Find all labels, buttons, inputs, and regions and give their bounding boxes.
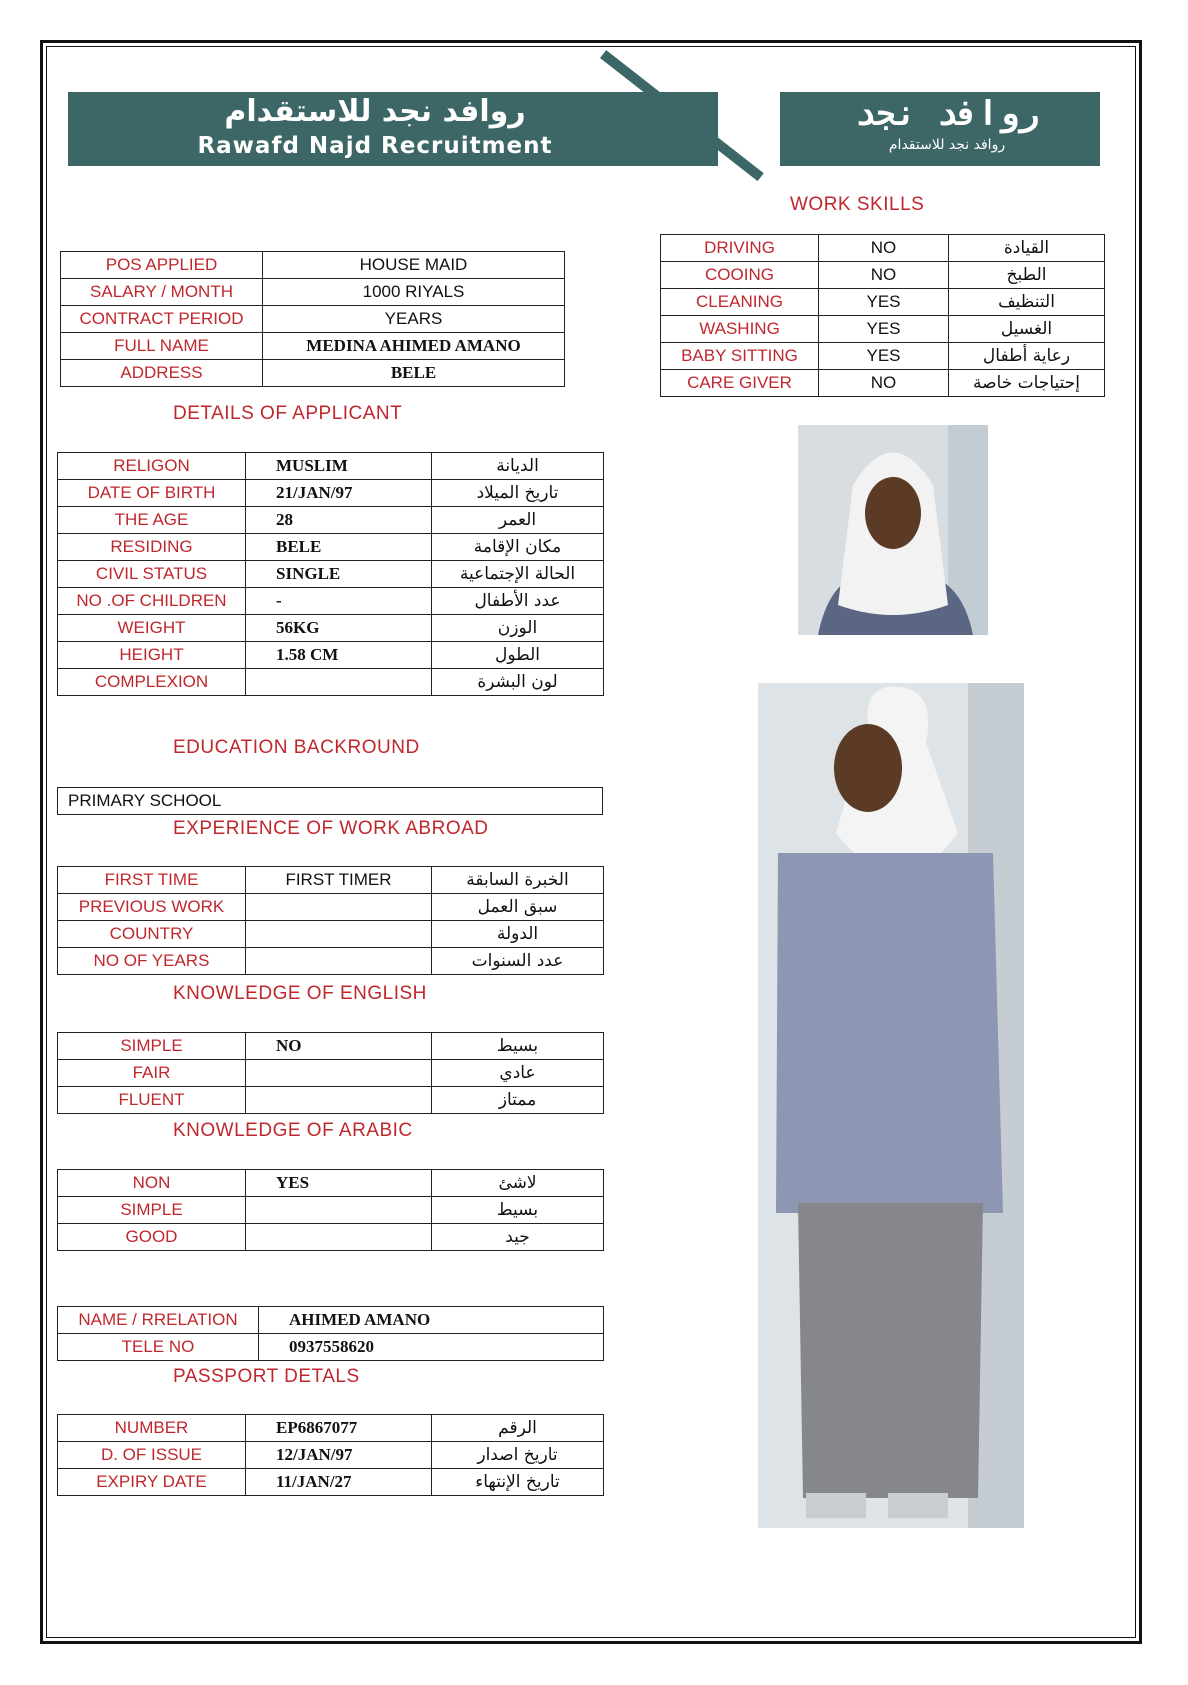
work_skills-row <box>661 343 1105 370</box>
english-label: FAIR <box>58 1060 246 1087</box>
arabic-label: SIMPLE <box>58 1197 246 1224</box>
experience-label: FIRST TIME <box>58 867 246 894</box>
applicant-label: DATE OF BIRTH <box>58 480 246 507</box>
arabic-label-arabic: بسيط <box>432 1197 604 1224</box>
english-value <box>246 1060 432 1087</box>
experience-label-arabic: الخبرة السابقة <box>432 867 604 894</box>
passport-label: EXPIRY DATE <box>58 1469 246 1496</box>
applicant-row <box>58 453 604 480</box>
experience-table <box>57 866 604 975</box>
applicant-label: WEIGHT <box>58 615 246 642</box>
applicant-label-arabic: الوزن <box>432 615 604 642</box>
work-skills-title: WORK SKILLS <box>790 194 925 215</box>
work_skills-label-arabic: الغسيل <box>949 316 1105 343</box>
summary-value: BELE <box>263 360 565 387</box>
experience-label: NO OF YEARS <box>58 948 246 975</box>
applicant-row <box>58 507 604 534</box>
summary-row <box>61 360 565 387</box>
experience-label-arabic: سبق العمل <box>432 894 604 921</box>
passport-row <box>58 1415 604 1442</box>
applicant-row <box>58 615 604 642</box>
english-value: NO <box>246 1033 432 1060</box>
applicant-row <box>58 588 604 615</box>
work_skills-value: NO <box>819 262 949 289</box>
arabic-label-arabic: لاشئ <box>432 1170 604 1197</box>
english-title: KNOWLEDGE OF ENGLISH <box>173 983 427 1004</box>
work_skills-row <box>661 262 1105 289</box>
experience-value <box>246 921 432 948</box>
arabic-value <box>246 1224 432 1251</box>
summary-label: SALARY / MONTH <box>61 279 263 306</box>
arabic-row <box>58 1224 604 1251</box>
arabic-title: KNOWLEDGE OF ARABIC <box>173 1120 413 1141</box>
relation-value: 0937558620 <box>259 1334 604 1361</box>
work_skills-value: YES <box>819 343 949 370</box>
summary-value: HOUSE MAID <box>263 252 565 279</box>
arabic-label: GOOD <box>58 1224 246 1251</box>
applicant-label: THE AGE <box>58 507 246 534</box>
passport-title: PASSPORT DETALS <box>173 1366 360 1387</box>
passport-value: 12/JAN/97 <box>246 1442 432 1469</box>
work_skills-value: NO <box>819 370 949 397</box>
relation-label: TELE NO <box>58 1334 259 1361</box>
company-logo: روافد نجد <box>854 94 1040 134</box>
applicant-portrait-photo <box>798 425 988 635</box>
experience-row <box>58 948 604 975</box>
english-label: FLUENT <box>58 1087 246 1114</box>
experience-row <box>58 867 604 894</box>
applicant-label-arabic: عدد الأطفال <box>432 588 604 615</box>
work_skills-label: CARE GIVER <box>661 370 819 397</box>
applicant-value: 21/JAN/97 <box>246 480 432 507</box>
summary-label: FULL NAME <box>61 333 263 360</box>
applicant-value: 56KG <box>246 615 432 642</box>
english-table <box>57 1032 604 1114</box>
applicant-title: DETAILS OF APPLICANT <box>173 403 403 424</box>
applicant-label: COMPLEXION <box>58 669 246 696</box>
summary-label: CONTRACT PERIOD <box>61 306 263 333</box>
applicant-row <box>58 534 604 561</box>
applicant-label: RELIGON <box>58 453 246 480</box>
work_skills-label-arabic: التنظيف <box>949 289 1105 316</box>
applicant-label-arabic: العمر <box>432 507 604 534</box>
applicant-value: 28 <box>246 507 432 534</box>
applicant-label: RESIDING <box>58 534 246 561</box>
english-row <box>58 1060 604 1087</box>
work_skills-label: BABY SITTING <box>661 343 819 370</box>
applicant-label-arabic: تاريخ الميلاد <box>432 480 604 507</box>
english-label-arabic: ممتاز <box>432 1087 604 1114</box>
english-row <box>58 1087 604 1114</box>
applicant-label-arabic: الديانة <box>432 453 604 480</box>
applicant-label-arabic: مكان الإقامة <box>432 534 604 561</box>
passport-value: 11/JAN/27 <box>246 1469 432 1496</box>
relation-table <box>57 1306 604 1361</box>
applicant-label: CIVIL STATUS <box>58 561 246 588</box>
applicant-row <box>58 642 604 669</box>
arabic-row <box>58 1197 604 1224</box>
company-name-english: Rawafd Najd Recruitment <box>197 133 553 159</box>
summary-row <box>61 279 565 306</box>
summary-label: POS APPLIED <box>61 252 263 279</box>
experience-row <box>58 921 604 948</box>
education-title: EDUCATION BACKROUND <box>173 737 420 758</box>
applicant-row <box>58 561 604 588</box>
applicant-value: BELE <box>246 534 432 561</box>
summary-label: ADDRESS <box>61 360 263 387</box>
summary-value: MEDINA AHIMED AMANO <box>263 333 565 360</box>
work_skills-row <box>661 370 1105 397</box>
passport-label: D. OF ISSUE <box>58 1442 246 1469</box>
experience-label: PREVIOUS WORK <box>58 894 246 921</box>
english-row <box>58 1033 604 1060</box>
relation-value: AHIMED AMANO <box>259 1307 604 1334</box>
english-label-arabic: بسيط <box>432 1033 604 1060</box>
education-table <box>57 787 603 815</box>
passport-label-arabic: تاريخ الإنتهاء <box>432 1469 604 1496</box>
summary-row <box>61 306 565 333</box>
work_skills-label-arabic: رعاية أطفال <box>949 343 1105 370</box>
work_skills-label: COOING <box>661 262 819 289</box>
passport-value: EP6867077 <box>246 1415 432 1442</box>
company-name-arabic: روافد نجد للاستقدام <box>224 94 526 129</box>
english-label-arabic: عادي <box>432 1060 604 1087</box>
applicant-value: SINGLE <box>246 561 432 588</box>
applicant-value <box>246 669 432 696</box>
applicant-label: HEIGHT <box>58 642 246 669</box>
arabic-value <box>246 1197 432 1224</box>
passport-label: NUMBER <box>58 1415 246 1442</box>
passport-table <box>57 1414 604 1496</box>
applicant-value: 1.58 CM <box>246 642 432 669</box>
company-logo-subtitle: روافد نجد للاستقدام <box>888 137 1006 153</box>
relation-row <box>58 1334 604 1361</box>
summary-value: 1000 RIYALS <box>263 279 565 306</box>
passport-row <box>58 1442 604 1469</box>
work_skills-label-arabic: إحتياجات خاصة <box>949 370 1105 397</box>
applicant-row <box>58 669 604 696</box>
arabic-table <box>57 1169 604 1251</box>
english-value <box>246 1087 432 1114</box>
passport-label-arabic: تاريخ اصدار <box>432 1442 604 1469</box>
work_skills-value: YES <box>819 289 949 316</box>
arabic-row <box>58 1170 604 1197</box>
work_skills-label: DRIVING <box>661 235 819 262</box>
summary-row <box>61 333 565 360</box>
work_skills-label-arabic: الطبخ <box>949 262 1105 289</box>
work_skills-label: CLEANING <box>661 289 819 316</box>
arabic-label: NON <box>58 1170 246 1197</box>
passport-label-arabic: الرقم <box>432 1415 604 1442</box>
relation-label: NAME / RRELATION <box>58 1307 259 1334</box>
experience-label-arabic: عدد السنوات <box>432 948 604 975</box>
applicant-full-photo <box>758 683 1024 1528</box>
experience-value <box>246 948 432 975</box>
work_skills-value: NO <box>819 235 949 262</box>
experience-label: COUNTRY <box>58 921 246 948</box>
passport-row <box>58 1469 604 1496</box>
applicant-table <box>57 452 604 696</box>
work_skills-value: YES <box>819 316 949 343</box>
arabic-label-arabic: جيد <box>432 1224 604 1251</box>
summary-table <box>60 251 565 387</box>
applicant-value: - <box>246 588 432 615</box>
work_skills-row <box>661 235 1105 262</box>
applicant-label-arabic: لون البشرة <box>432 669 604 696</box>
arabic-value: YES <box>246 1170 432 1197</box>
applicant-row <box>58 480 604 507</box>
work_skills-row <box>661 289 1105 316</box>
summary-value: YEARS <box>263 306 565 333</box>
english-label: SIMPLE <box>58 1033 246 1060</box>
work-skills-table <box>660 234 1105 397</box>
experience-label-arabic: الدولة <box>432 921 604 948</box>
experience-value: FIRST TIMER <box>246 867 432 894</box>
education-value: PRIMARY SCHOOL <box>58 788 603 815</box>
relation-row <box>58 1307 604 1334</box>
experience-row <box>58 894 604 921</box>
work_skills-label-arabic: القيادة <box>949 235 1105 262</box>
applicant-label-arabic: الحالة الإجتماعية <box>432 561 604 588</box>
work_skills-row <box>661 316 1105 343</box>
applicant-label: NO .OF CHILDREN <box>58 588 246 615</box>
experience-title: EXPERIENCE OF WORK ABROAD <box>173 818 489 839</box>
work_skills-label: WASHING <box>661 316 819 343</box>
summary-row <box>61 252 565 279</box>
experience-value <box>246 894 432 921</box>
applicant-label-arabic: الطول <box>432 642 604 669</box>
applicant-value: MUSLIM <box>246 453 432 480</box>
